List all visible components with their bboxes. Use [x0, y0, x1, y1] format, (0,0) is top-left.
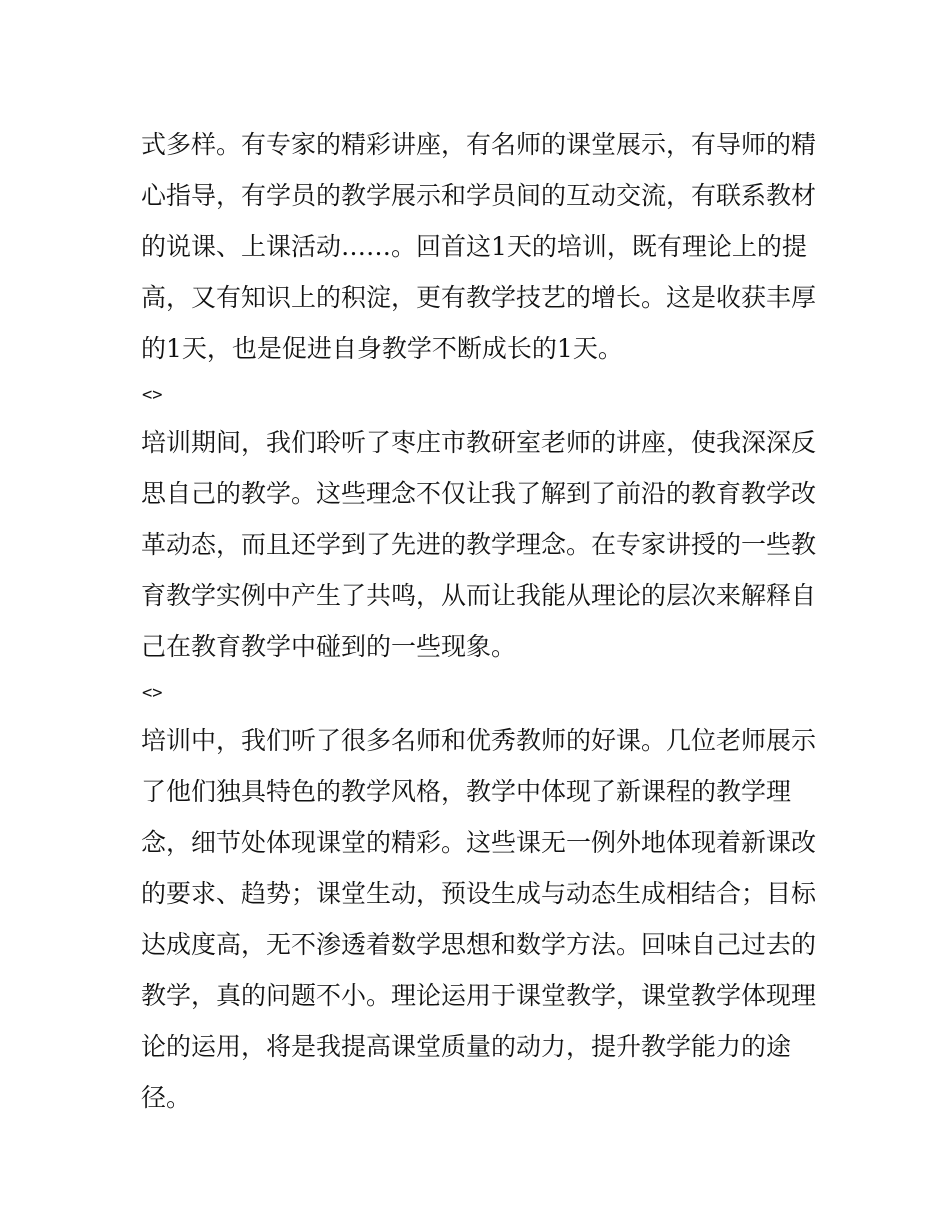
paragraph-line: 径。 [141, 1083, 192, 1112]
paragraph-1 [141, 119, 817, 374]
paragraph-line: 革动态，而且还学到了先进的教学理念。在专家讲授的一些教 [141, 530, 817, 559]
paragraph-line: 高，又有知识上的积淀，更有教学技艺的增长。这是收获丰厚 [141, 283, 817, 312]
paragraph-line: 的说课、上课活动……。回首这1天的培训，既有理论上的提 [141, 232, 807, 261]
paragraph-line: 己在教育教学中碰到的一些现象。 [141, 632, 517, 661]
paragraph-line: 培训期间，我们聆听了枣庄市教研室老师的讲座，使我深深反 [141, 428, 817, 457]
paragraph-line: 育教学实例中产生了共鸣，从而让我能从理论的层次来解释自 [141, 581, 817, 610]
paragraph-line: 心指导，有学员的教学展示和学员间的互动交流，有联系教材 [141, 181, 817, 210]
paragraph-line: 了他们独具特色的教学风格，教学中体现了新课程的教学理 [141, 777, 792, 806]
separator-marker: <> [142, 683, 163, 703]
paragraph-line: 论的运用，将是我提高课堂质量的动力，提升教学能力的途 [141, 1032, 792, 1061]
paragraph-line: 培训中，我们听了很多名师和优秀教师的好课。几位老师展示 [141, 726, 817, 755]
document-body [141, 119, 817, 1123]
paragraph-line: 思自己的教学。这些理念不仅让我了解到了前沿的教育教学改 [141, 479, 817, 508]
paragraph-line: 念，细节处体现课堂的精彩。这些课无一例外地体现着新课改 [141, 828, 817, 857]
separator-marker: <> [142, 385, 163, 405]
paragraph-line: 的要求、趋势；课堂生动，预设生成与动态生成相结合；目标 [141, 879, 817, 908]
paragraph-line: 式多样。有专家的精彩讲座，有名师的课堂展示，有导师的精 [141, 130, 817, 159]
paragraph-line: 教学，真的问题不小。理论运用于课堂教学，课堂教学体现理 [141, 981, 817, 1010]
paragraph-2 [141, 417, 817, 672]
paragraph-3 [141, 715, 817, 1123]
paragraph-line: 的1天，也是促进自身教学不断成长的1天。 [141, 334, 623, 363]
paragraph-line: 达成度高，无不渗透着数学思想和数学方法。回味自己过去的 [141, 930, 817, 959]
